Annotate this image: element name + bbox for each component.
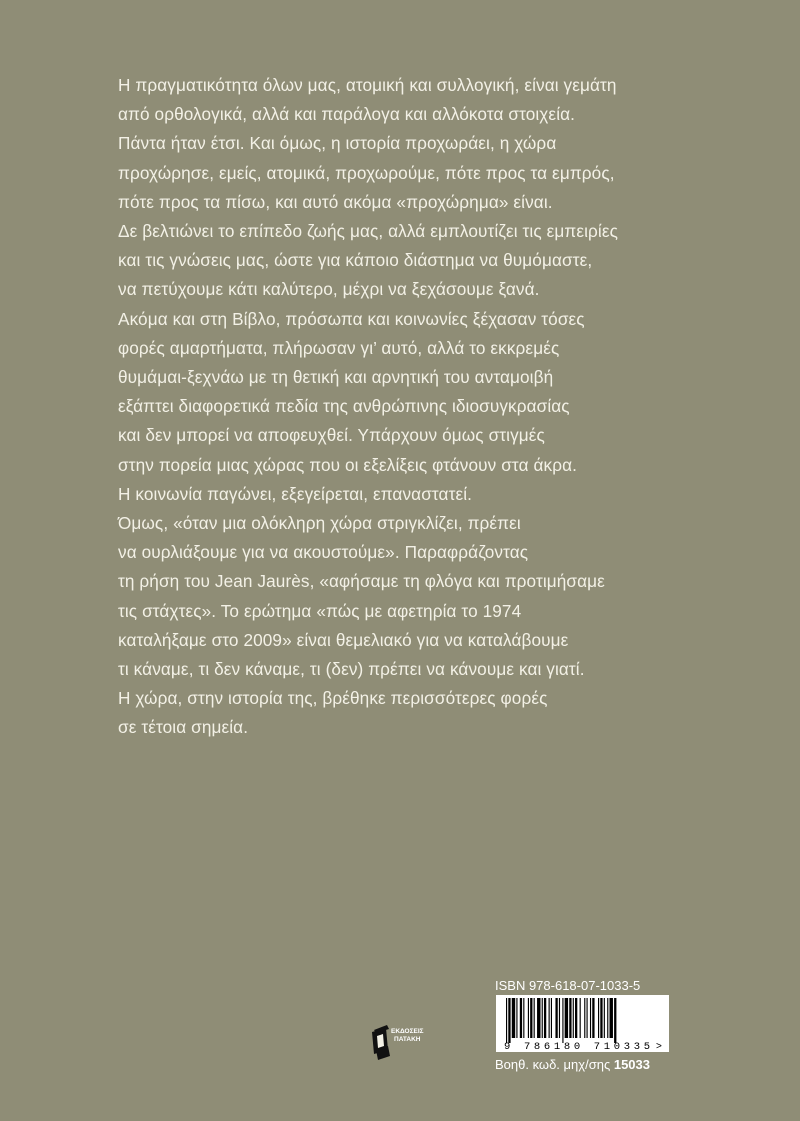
barcode-bar [614,998,616,1043]
barcode-bars [506,998,616,1043]
barcode-bar [569,998,571,1038]
blurb-line: Η πραγματικότητα όλων μας, ατομική και συλλογική, είναι γεμάτη [118,75,617,95]
blurb-line: εξάπτει διαφορετικά πεδία της ανθρώπινης ιδιοσυγκρασίας [118,396,570,417]
publisher-logo-line1: ΕΚΔΟΣΕΙΣ [391,1028,424,1035]
barcode-bar [590,998,591,1038]
blurb-text [118,71,738,743]
blurb-line: καταλήξαμε στο 2009» είναι θεμελιακό για να καταλάβουμε [118,629,569,650]
blurb-line: Όμως, «όταν μια ολόκληρη χώρα στριγκλίζει, πρέπει [118,513,521,534]
barcode-bar [523,998,524,1038]
publisher-logo-line2: ΠΑΤΑΚΗ [394,1036,421,1043]
barcode-bar [592,998,594,1038]
blurb-line: τη ρήση του Jean Jaurès, «αφήσαμε τη φλόγα και προτιμήσαμε [118,571,605,592]
barcode-bar [559,998,560,1038]
barcode-bar [512,998,515,1038]
blurb-line: Ακόμα και στη Βίβλο, πρόσωπα και κοινωνίες ξέχασαν τόσες [118,308,585,329]
barcode-bar [520,998,522,1038]
barcode-bar [528,998,529,1038]
blurb-line: στην πορεία μιας χώρας που οι εξελίξεις φτάνουν στα άκρα. [118,454,577,475]
barcode-bar [516,998,517,1038]
barcode-bar [575,998,577,1038]
blurb-line: θυμάμαι-ξεχνάω με τη θετική και αρνητική του ανταμοιβή [118,367,554,388]
barcode-bar [544,998,546,1038]
blurb-line: από ορθολογικά, αλλά και παράλογα και αλλόκοτα στοιχεία. [118,104,576,125]
barcode-bar [555,998,557,1038]
help-code-number: 15033 [613,1057,650,1072]
barcode-digits: 9 786180 710335 [504,1041,650,1052]
blurb-line: σε τέτοια σημεία. [118,717,249,738]
blurb-line: Δε βελτιώνει το επίπεδο ζωής μας, αλλά εμπλουτίζει τις εμπειρίες [118,221,618,242]
barcode-bar [562,998,563,1043]
barcode-bar [580,998,581,1038]
blurb-line: και δεν μπορεί να αποφευχθεί. Υπάρχουν όμως στιγμές [118,425,545,446]
barcode-bar [506,998,507,1043]
blurb-line: πότε προς τα πίσω, και αυτό ακόμα «προχώρημα» είναι. [118,191,553,212]
help-code-label: Βοηθ. κωδ. μηχ/σης [495,1057,611,1072]
barcode-bar [604,998,605,1038]
blurb-line: Η κοινωνία παγώνει, εξεγείρεται, επαναστατεί. [118,483,473,504]
barcode-bar [598,998,599,1038]
barcode-bar [530,998,532,1038]
barcode-bar [610,998,613,1038]
blurb-line: να ουρλιάξουμε για να ακουστούμε». Παραφράζοντας [118,542,529,563]
barcode-bar [607,998,608,1038]
blurb-line: και τις γνώσεις μας, ώστε για κάποιο διάστημα να θυμόμαστε, [118,250,593,271]
barcode-bar [542,998,543,1038]
barcode-bar [600,998,602,1038]
blurb-line: τι κάναμε, τι δεν κάναμε, τι (δεν) πρέπει να κάνουμε και γιατί. [118,659,585,680]
barcode-bar [587,998,588,1038]
publisher-logo-text [391,1028,424,1044]
barcode-bar [551,998,552,1038]
blurb-line: Η χώρα, στην ιστορία της, βρέθηκε περισσότερες φορές [118,688,548,709]
isbn-label: ISBN 978-618-07-1033-5 [495,978,641,993]
blurb-line: να πετύχουμε κάτι καλύτερο, μέχρι να ξεχάσουμε ξανά. [118,279,540,300]
barcode-bar [573,998,574,1038]
blurb-line: προχώρησε, εμείς, ατομικά, προχωρούμε, πότε προς τα εμπρός, [118,162,615,183]
barcode-bar [508,998,510,1043]
blurb-line: τις στάχτες». Το ερώτημα «πώς με αφετηρία το 1974 [118,600,522,621]
barcode [496,995,669,1052]
barcode-bar [549,998,550,1038]
barcode-bar [565,998,568,1038]
blurb-line: Πάντα ήταν έτσι. Και όμως, η ιστορία προχωράει, η χώρα [118,133,557,154]
blurb-line: φορές αμαρτήματα, πλήρωσαν γι’ αυτό, αλλά το εκκρεμές [118,337,560,358]
barcode-end-mark: > [656,1041,662,1052]
barcode-bar [534,998,535,1038]
barcode-bar [584,998,585,1038]
barcode-bar [537,998,540,1038]
help-code [495,1057,650,1073]
